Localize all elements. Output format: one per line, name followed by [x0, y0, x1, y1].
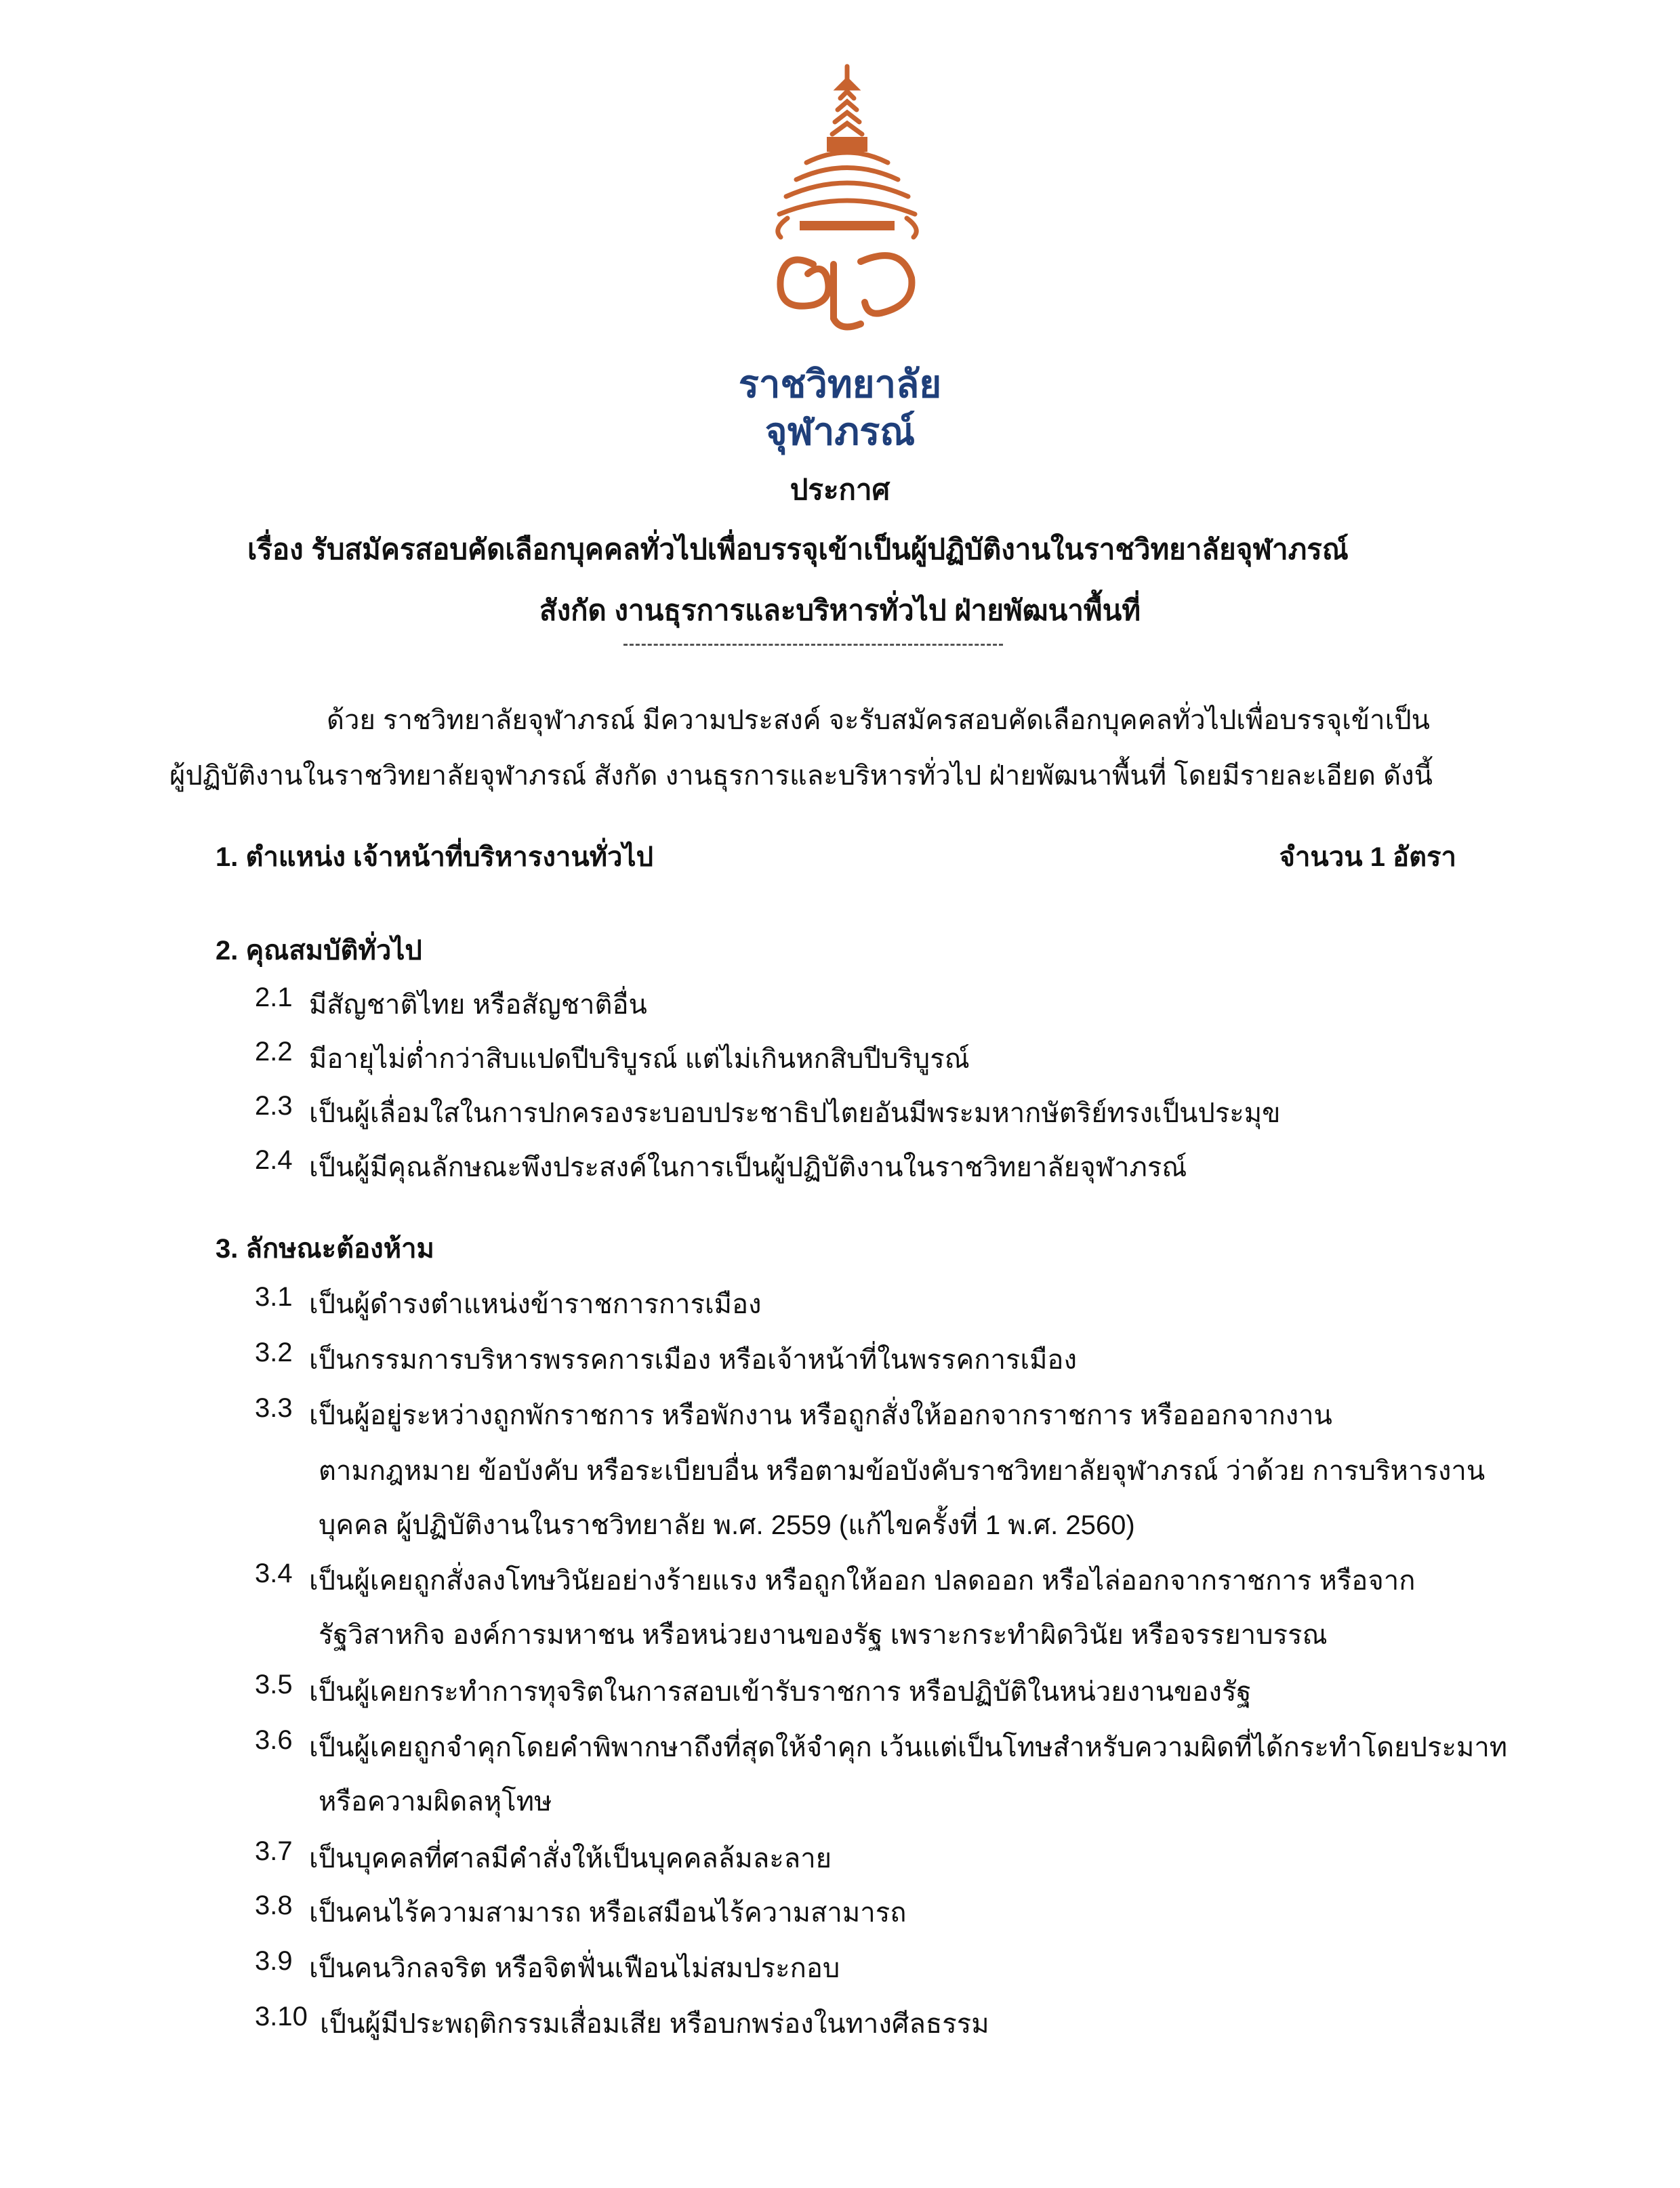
- qualification-text: เป็นผู้เลื่อมใสในการปกครองระบอบประชาธิปไตยอันมีพระมหากษัตริย์ทรงเป็นประมุข: [309, 1098, 1281, 1128]
- prohibition-text: เป็นบุคคลที่ศาลมีคำสั่งให้เป็นบุคคลล้มละลาย: [309, 1844, 832, 1874]
- position-label: 1. ตำแหน่ง เจ้าหน้าที่บริหารงานทั่วไป: [216, 842, 654, 872]
- prohibition-num: 3.6: [255, 1725, 293, 1755]
- qualifications-title: 2. คุณสมบัติทั่วไป: [216, 936, 422, 966]
- prohibition-num: 3.5: [255, 1670, 293, 1699]
- org-name-line2: จุฬาภรณ์: [764, 410, 916, 453]
- divider: [623, 644, 1003, 646]
- prohibition-text: เป็นผู้ดำรงตำแหน่งข้าราชการการเมือง: [309, 1289, 762, 1319]
- intro-line1: ด้วย ราชวิทยาลัยจุฬาภรณ์ มีความประสงค์ จะรับสมัครสอบคัดเลือกบุคคลทั่วไปเพื่อบรรจุเข้าเป็น: [327, 705, 1430, 735]
- prohibition-num: 3.10: [255, 2002, 308, 2031]
- qualification-num: 2.1: [255, 983, 293, 1012]
- prohibition-num: 3.9: [255, 1946, 293, 1976]
- announcement-title: ประกาศ: [790, 474, 890, 505]
- prohibition-text: เป็นคนวิกลจริต หรือจิตฟั่นเฟือนไม่สมประกอบ: [309, 1954, 840, 1983]
- prohibition-num: 3.7: [255, 1836, 293, 1866]
- qualification-text: มีอายุไม่ต่ำกว่าสิบแปดปีบริบูรณ์ แต่ไม่เกินหกสิบปีบริบูรณ์: [309, 1044, 970, 1074]
- prohibition-continuation: รัฐวิสาหกิจ องค์การมหาชน หรือหน่วยงานของรัฐ เพราะกระทำผิดวินัย หรือจรรยาบรรณ: [319, 1620, 1328, 1650]
- prohibition-text: เป็นคนไร้ความสามารถ หรือเสมือนไร้ความสามารถ: [309, 1898, 907, 1928]
- prohibition-text: เป็นผู้อยู่ระหว่างถูกพักราชการ หรือพักงาน หรือถูกสั่งให้ออกจากราชการ หรือออกจากงาน: [309, 1401, 1332, 1430]
- prohibitions-title: 3. ลักษณะต้องห้าม: [216, 1234, 434, 1264]
- position-count: จำนวน 1 อัตรา: [1279, 842, 1456, 872]
- prohibition-num: 3.1: [255, 1282, 293, 1312]
- prohibition-text: เป็นผู้เคยถูกจำคุกโดยคำพิพากษาถึงที่สุดให้จำคุก เว้นแต่เป็นโทษสำหรับความผิดที่ได้กระทำโดยประมาท: [309, 1733, 1508, 1762]
- prohibition-text: เป็นผู้เคยถูกสั่งลงโทษวินัยอย่างร้ายแรง หรือถูกให้ออก ปลดออก หรือไล่ออกจากราชการ หรือจาก: [309, 1566, 1416, 1596]
- intro-line2: ผู้ปฏิบัติงานในราชวิทยาลัยจุฬาภรณ์ สังกัด งานธุรการและบริหารทั่วไป ฝ่ายพัฒนาพื้นที่ โดยมีรายละเอียด ดังนี้: [169, 761, 1433, 791]
- prohibition-text: เป็นผู้มีประพฤติกรรมเสื่อมเสีย หรือบกพร่องในทางศีลธรรม: [320, 2009, 989, 2039]
- prohibition-num: 3.3: [255, 1393, 293, 1423]
- prohibition-text: เป็นกรรมการบริหารพรรคการเมือง หรือเจ้าหน้าที่ในพรรคการเมือง: [309, 1345, 1077, 1375]
- prohibition-continuation: บุคคล ผู้ปฏิบัติงานในราชวิทยาลัย พ.ศ. 2559 (แก้ไขครั้งที่ 1 พ.ศ. 2560): [319, 1510, 1135, 1540]
- org-name-line1: ราชวิทยาลัย: [738, 363, 942, 405]
- subject-line2: สังกัด งานธุรการและบริหารทั่วไป ฝ่ายพัฒนาพื้นที่: [539, 594, 1141, 626]
- qualification-text: มีสัญชาติไทย หรือสัญชาติอื่น: [309, 990, 647, 1020]
- qualification-text: เป็นผู้มีคุณลักษณะพึงประสงค์ในการเป็นผู้ปฏิบัติงานในราชวิทยาลัยจุฬาภรณ์: [309, 1153, 1187, 1182]
- prohibition-text: เป็นผู้เคยกระทำการทุจริตในการสอบเข้ารับราชการ หรือปฏิบัติในหน่วยงานของรัฐ: [309, 1677, 1252, 1707]
- prohibition-continuation: ตามกฎหมาย ข้อบังคับ หรือระเบียบอื่น หรือตามข้อบังคับราชวิทยาลัยจุฬาภรณ์ ว่าด้วย การบริหารงาน: [319, 1456, 1486, 1486]
- qualification-num: 2.2: [255, 1037, 293, 1067]
- qualification-num: 2.3: [255, 1091, 293, 1121]
- prohibition-num: 3.4: [255, 1559, 293, 1588]
- prohibition-num: 3.8: [255, 1891, 293, 1920]
- chulabhorn-emblem-icon: [732, 61, 962, 346]
- prohibition-num: 3.2: [255, 1338, 293, 1367]
- qualification-num: 2.4: [255, 1145, 293, 1175]
- prohibition-continuation: หรือความผิดลหุโทษ: [319, 1787, 552, 1817]
- subject-line1: เรื่อง รับสมัครสอบคัดเลือกบุคคลทั่วไปเพื่อบรรจุเข้าเป็นผู้ปฏิบัติงานในราชวิทยาลัยจุฬาภรณ์: [247, 533, 1349, 565]
